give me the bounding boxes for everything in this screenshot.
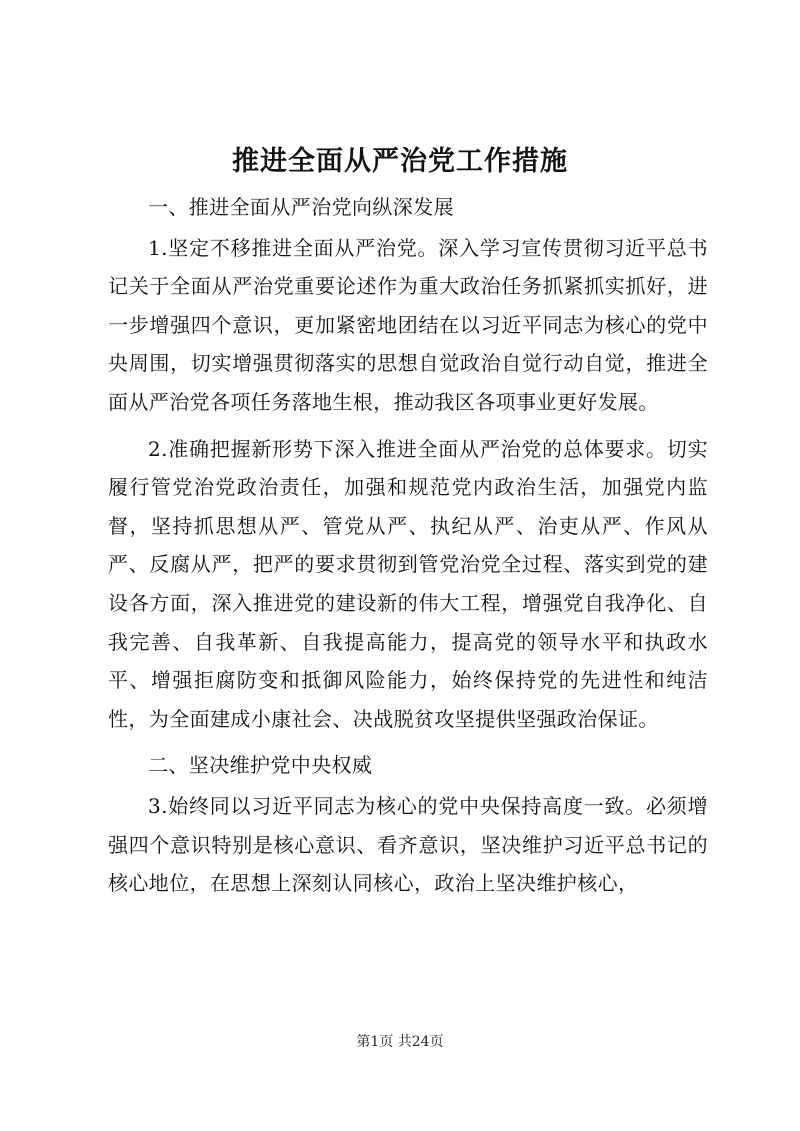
page-footer: 第1页 共24页 — [356, 1034, 444, 1050]
paragraph-2: 2.准确把握新形势下深入推进全面从严治党的总体要求。切实履行管党治党政治责任，加强和规范党内政治生活，加强党内监督，坚持抓思想从严、管党从严、执纪从严、治吏从严、作风从严、反腐从严，把严的要求贯彻到管党治党全过程、落实到党的建设各方面，深入推进党的建设新的伟大工程，增强党自我净化、自我完善、自我革新、自我提高能力，提高党的领导水平和执政水平、增强拒腐防变和抵御风险能力，始终保持党的先进性和纯洁性，为全面建成小康社会、决战脱贫攻坚提供坚强政治保证。 — [108, 436, 708, 731]
section-heading-1: 一、推进全面从严治党向纵深发展 — [148, 195, 454, 219]
document-body — [108, 188, 708, 903]
paragraph-spacer — [108, 422, 708, 430]
document-title: 推进全面从严治党工作措施 — [232, 146, 568, 177]
paragraph-3: 3.始终同以习近平同志为核心的党中央保持高度一致。必须增强四个意识特别是核心意识、看齐意识，坚决维护习近平总书记的核心地位，在思想上深刻认同核心，政治上坚决维护核心， — [108, 793, 708, 896]
section-heading-2: 二、坚决维护党中央权威 — [148, 753, 373, 778]
paragraph-1: 1.坚定不移推进全面从严治党。深入学习宣传贯彻习近平总书记关于全面从严治党重要论述作为重大政治任务抓紧抓实抓好，进一步增强四个意识，更加紧密地团结在以习近平同志为核心的党中央周围，切实增强贯彻落实的思想自觉政治自觉行动自觉，推进全面从严治党各项任务落地生根，推动我区各项事业更好发展。 — [108, 235, 708, 414]
paragraph-spacer — [108, 738, 708, 746]
